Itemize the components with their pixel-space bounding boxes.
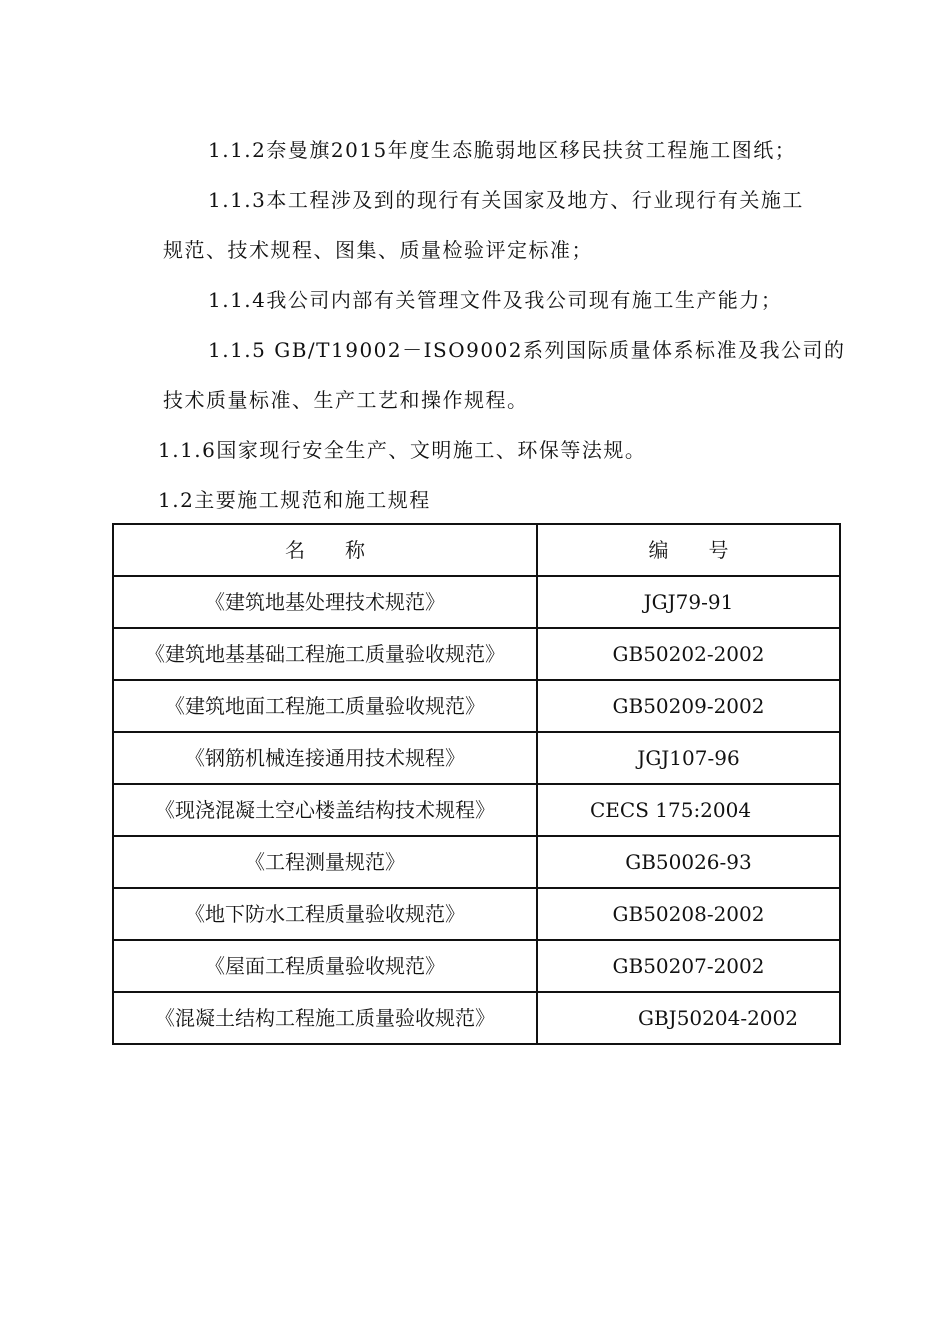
paragraph-1-1-2: 1.1.2奈曼旗2015年度生态脆弱地区移民扶贫工程施工图纸；	[208, 138, 797, 162]
table-row	[113, 784, 840, 836]
standard-code: GB50026-93	[537, 836, 840, 888]
table-row	[113, 628, 840, 680]
standard-name: 《建筑地基基础工程施工质量验收规范》	[113, 628, 537, 680]
standard-code: GBJ50204-2002	[537, 992, 840, 1044]
table-row	[113, 576, 840, 628]
table-row	[113, 680, 840, 732]
table-row	[113, 992, 840, 1044]
paragraph-1-1-4: 1.1.4我公司内部有关管理文件及我公司现有施工生产能力；	[208, 288, 783, 312]
standard-code: JGJ79-91	[537, 576, 840, 628]
paragraph-1-1-3-continued: 规范、技术规程、图集、质量检验评定标准；	[163, 238, 593, 262]
paragraph-1-1-5: 1.1.5 GB/T19002－ISO9002系列国际质量体系标准及我公司的	[208, 338, 846, 362]
standard-code: JGJ107-96	[537, 732, 840, 784]
standard-name: 《屋面工程质量验收规范》	[113, 940, 537, 992]
standards-table	[112, 523, 841, 1045]
header-code: 编 号	[537, 524, 840, 576]
table-row	[113, 940, 840, 992]
standard-code: GB50208-2002	[537, 888, 840, 940]
standard-code: GB50202-2002	[537, 628, 840, 680]
paragraph-1-1-6: 1.1.6国家现行安全生产、文明施工、环保等法规。	[158, 438, 647, 462]
table-row	[113, 888, 840, 940]
standard-name: 《钢筋机械连接通用技术规程》	[113, 732, 537, 784]
section-heading-1-2: 1.2主要施工规范和施工规程	[158, 488, 431, 512]
standard-name: 《建筑地基处理技术规范》	[113, 576, 537, 628]
standard-code: GB50207-2002	[537, 940, 840, 992]
table-row	[113, 836, 840, 888]
header-name: 名 称	[113, 524, 537, 576]
paragraph-1-1-5-continued: 技术质量标准、生产工艺和操作规程。	[163, 388, 529, 412]
standard-code: GB50209-2002	[537, 680, 840, 732]
standard-name: 《工程测量规范》	[113, 836, 537, 888]
standard-code: CECS 175:2004	[537, 784, 840, 836]
standard-name: 《混凝土结构工程施工质量验收规范》	[113, 992, 537, 1044]
table-row	[113, 732, 840, 784]
table-header-row	[113, 524, 840, 576]
paragraph-1-1-3: 1.1.3本工程涉及到的现行有关国家及地方、行业现行有关施工	[208, 188, 804, 212]
standard-name: 《地下防水工程质量验收规范》	[113, 888, 537, 940]
standard-name: 《现浇混凝土空心楼盖结构技术规程》	[113, 784, 537, 836]
standard-name: 《建筑地面工程施工质量验收规范》	[113, 680, 537, 732]
